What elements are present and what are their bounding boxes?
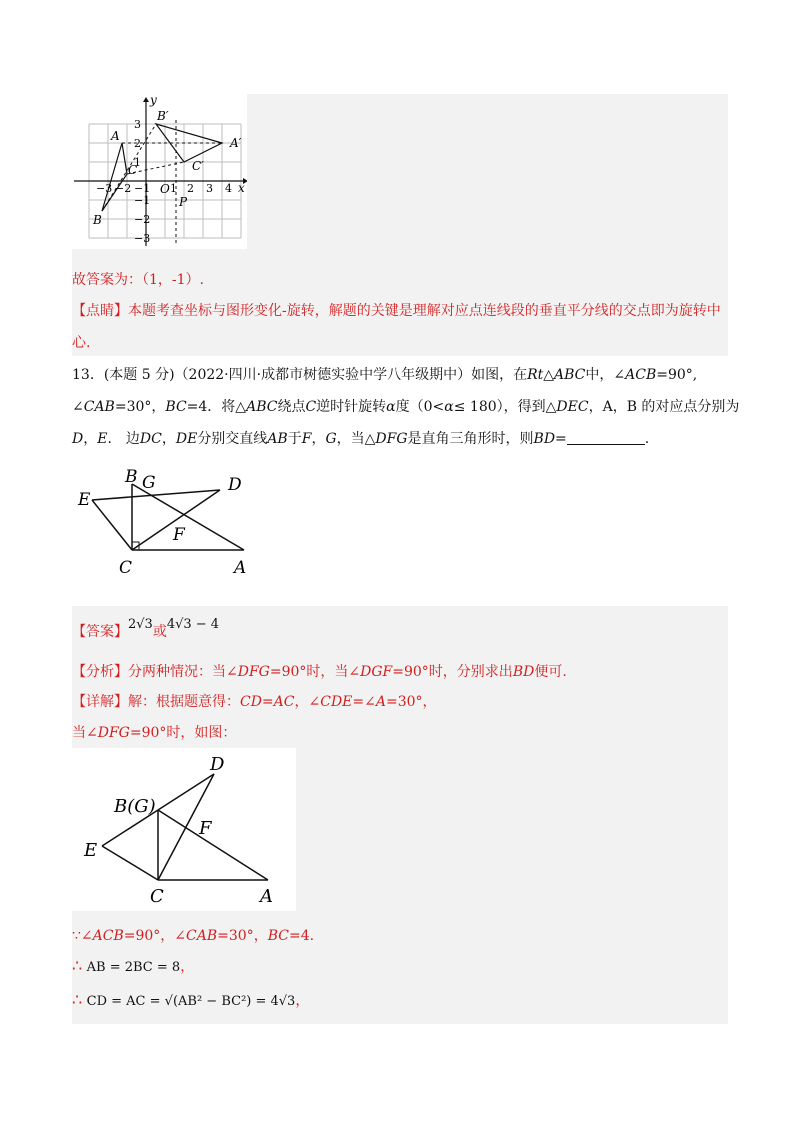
detail-tag: 【详解】	[72, 694, 128, 710]
answer-or: 或	[152, 624, 167, 640]
math-cd: CD = AC = √(AB² − BC²) = 4√3	[86, 994, 296, 1009]
s-text: =30°，	[385, 694, 437, 710]
analysis-tag: 【分析】	[72, 664, 128, 680]
therefore-sign: ∴	[72, 990, 83, 1009]
q-text: BC	[165, 399, 187, 415]
coordinate-graph-figure	[72, 94, 247, 249]
answer-math-2: 4√3 − 4	[166, 617, 220, 632]
graph-tick-x-1: 1	[170, 182, 177, 195]
answer-section	[72, 617, 220, 643]
s-text: CDE	[320, 694, 353, 710]
q-text: 于	[287, 431, 302, 447]
detail-line	[72, 692, 437, 712]
because-line	[72, 926, 314, 946]
comment-line-2: 心.	[72, 335, 91, 351]
s-text: 当∠	[72, 725, 98, 741]
comma: ，	[180, 959, 195, 975]
q-text: α	[386, 399, 396, 415]
graph-label-c: C	[128, 163, 138, 177]
fig2-label-a: A	[234, 558, 247, 578]
graph-tick-y-3: 3	[134, 118, 141, 131]
q-text: ，	[311, 431, 326, 447]
answer-blank	[567, 430, 645, 445]
graph-label-b: B	[93, 213, 102, 227]
graph-tick-y-neg3: −3	[134, 232, 151, 245]
graph-label-x: x	[238, 181, 245, 195]
s-text: BD	[512, 664, 535, 680]
graph-tick-x-3: 3	[206, 182, 213, 195]
q-text: .	[644, 431, 650, 447]
q-text: ABC	[246, 399, 278, 415]
graph-tick-x-4: 4	[225, 182, 232, 195]
graph-tick-x-neg2: −2	[115, 182, 132, 195]
fig3-label-bg: B(G)	[114, 796, 156, 817]
question-line-3	[72, 429, 649, 449]
q-text: DC	[139, 431, 162, 447]
q-text: ，A，B 的对应点分别为	[588, 399, 740, 415]
q-text: DFG	[375, 431, 408, 447]
fig2-label-b: B	[125, 467, 138, 487]
coordinate-graph	[72, 94, 247, 249]
q-text: C	[305, 399, 317, 415]
s-text: =90°时，如图：	[129, 725, 237, 741]
s-text: CD=AC	[240, 694, 295, 710]
s-text: DGF	[360, 664, 393, 680]
graph-label-p: P	[179, 195, 188, 209]
solution-figure	[72, 748, 296, 911]
q-text: BD	[533, 431, 556, 447]
answer-tag: 【答案】	[72, 624, 128, 640]
q-text: 逆时针旋转	[316, 399, 387, 415]
q-text: F	[301, 431, 312, 447]
q-text: =90°,	[656, 367, 698, 383]
q-text: DE	[175, 431, 198, 447]
graph-tick-x-neg1: −1	[134, 182, 151, 195]
comment-text-1: 本题考查坐标与图形变化-旋转，解题的关键是理解对应点连线段的垂直平分线的交点即为旋转中	[128, 303, 721, 319]
s-text: A	[375, 694, 386, 710]
q-text: ，	[83, 431, 98, 447]
comment-line-1	[72, 301, 721, 321]
comment-tag: 【点睛】	[72, 303, 128, 319]
analysis-line	[72, 662, 567, 682]
fig3-label-c: C	[150, 886, 164, 907]
q-text: 13．(本题 5 分)（2022·四川·成都市树德实验中学八年级期中）如图，在	[72, 367, 528, 383]
fig2-label-f: F	[173, 525, 185, 545]
q-text: D	[72, 431, 84, 447]
graph-tick-x-neg3: −3	[96, 182, 113, 195]
s-text: =∠	[352, 694, 376, 710]
graph-tick-y-2: 2	[134, 137, 141, 150]
question-line-2	[72, 397, 739, 417]
answer-line: 故答案为：（1，-1）.	[72, 272, 204, 288]
case-line	[72, 723, 236, 743]
q-text: E	[97, 431, 108, 447]
s-text: 解：根据题意得：	[128, 694, 240, 710]
q-text: 绕点	[277, 399, 306, 415]
s-text: DFG	[237, 664, 270, 680]
question-figure	[72, 460, 272, 580]
s-text: =4.	[288, 928, 315, 944]
s-text: ∵∠	[72, 928, 93, 944]
s-text: ，∠	[294, 694, 321, 710]
q-text: CAB	[83, 399, 115, 415]
graph-label-a-prime: A′	[230, 136, 242, 150]
graph-label-origin: O	[160, 182, 170, 196]
graph-label-c-prime: C′	[192, 159, 204, 173]
math-ab: AB = 2BC = 8	[86, 960, 181, 975]
s-text: =30°，	[217, 928, 268, 944]
s-text: 分两种情况：当∠	[128, 664, 238, 680]
s-text: =90°时，当∠	[269, 664, 361, 680]
therefore-line-2	[72, 990, 309, 1012]
q-text: G	[325, 431, 337, 447]
fig3-label-f: F	[199, 818, 212, 839]
fig3-label-e: E	[84, 840, 98, 861]
q-text: 分别交直线	[197, 431, 268, 447]
therefore-line-1	[72, 956, 194, 978]
fig3-label-d: D	[210, 754, 225, 775]
q-text: Rt△ABC	[527, 367, 586, 383]
s-text: =90°时，分别求出	[392, 664, 513, 680]
question-line-1	[72, 365, 697, 385]
q-text: ，	[161, 431, 176, 447]
fig2-label-c: C	[119, 558, 133, 578]
fig2-label-e: E	[78, 490, 91, 510]
q-text: 中，∠	[585, 367, 626, 383]
solution-figure-panel	[72, 748, 296, 911]
q-text: ∠	[72, 399, 84, 415]
q-text: =	[555, 431, 567, 447]
graph-tick-y-neg2: −2	[134, 213, 151, 226]
s-text: ACB	[92, 928, 124, 944]
s-text: DFG	[97, 725, 130, 741]
graph-tick-x-2: 2	[187, 182, 194, 195]
q-text: ． 边	[107, 431, 140, 447]
graph-label-b-prime: B′	[157, 109, 169, 123]
graph-tick-y-neg1: −1	[134, 194, 151, 207]
q-text: α	[444, 399, 454, 415]
therefore-sign: ∴	[72, 956, 83, 975]
graph-label-a: A	[111, 129, 120, 143]
s-text: 便可.	[534, 664, 567, 680]
s-text: CAB	[186, 928, 218, 944]
q-text: DEC	[556, 399, 589, 415]
q-text: AB	[267, 431, 288, 447]
q-text: =30°，	[114, 399, 166, 415]
q-text: ≤ 180），得到△	[453, 399, 557, 415]
s-text: BC	[267, 928, 289, 944]
q-text: 度（0<	[395, 399, 445, 415]
q-text: ACB	[625, 367, 657, 383]
fig3-label-a: A	[260, 886, 273, 907]
s-text: =90°，∠	[123, 928, 187, 944]
fig2-label-d: D	[228, 475, 242, 495]
graph-tick-y-1: 1	[134, 156, 141, 169]
q-text: 是直角三角形时，则	[407, 431, 534, 447]
fig2-label-g: G	[142, 473, 156, 493]
q-text: ，当△	[336, 431, 376, 447]
triangle-abc	[102, 143, 127, 211]
answer-math-1: 2√3	[128, 617, 153, 632]
comma: ，	[295, 993, 310, 1009]
graph-label-y: y	[150, 94, 157, 107]
q-text: =4．将△	[186, 399, 247, 415]
